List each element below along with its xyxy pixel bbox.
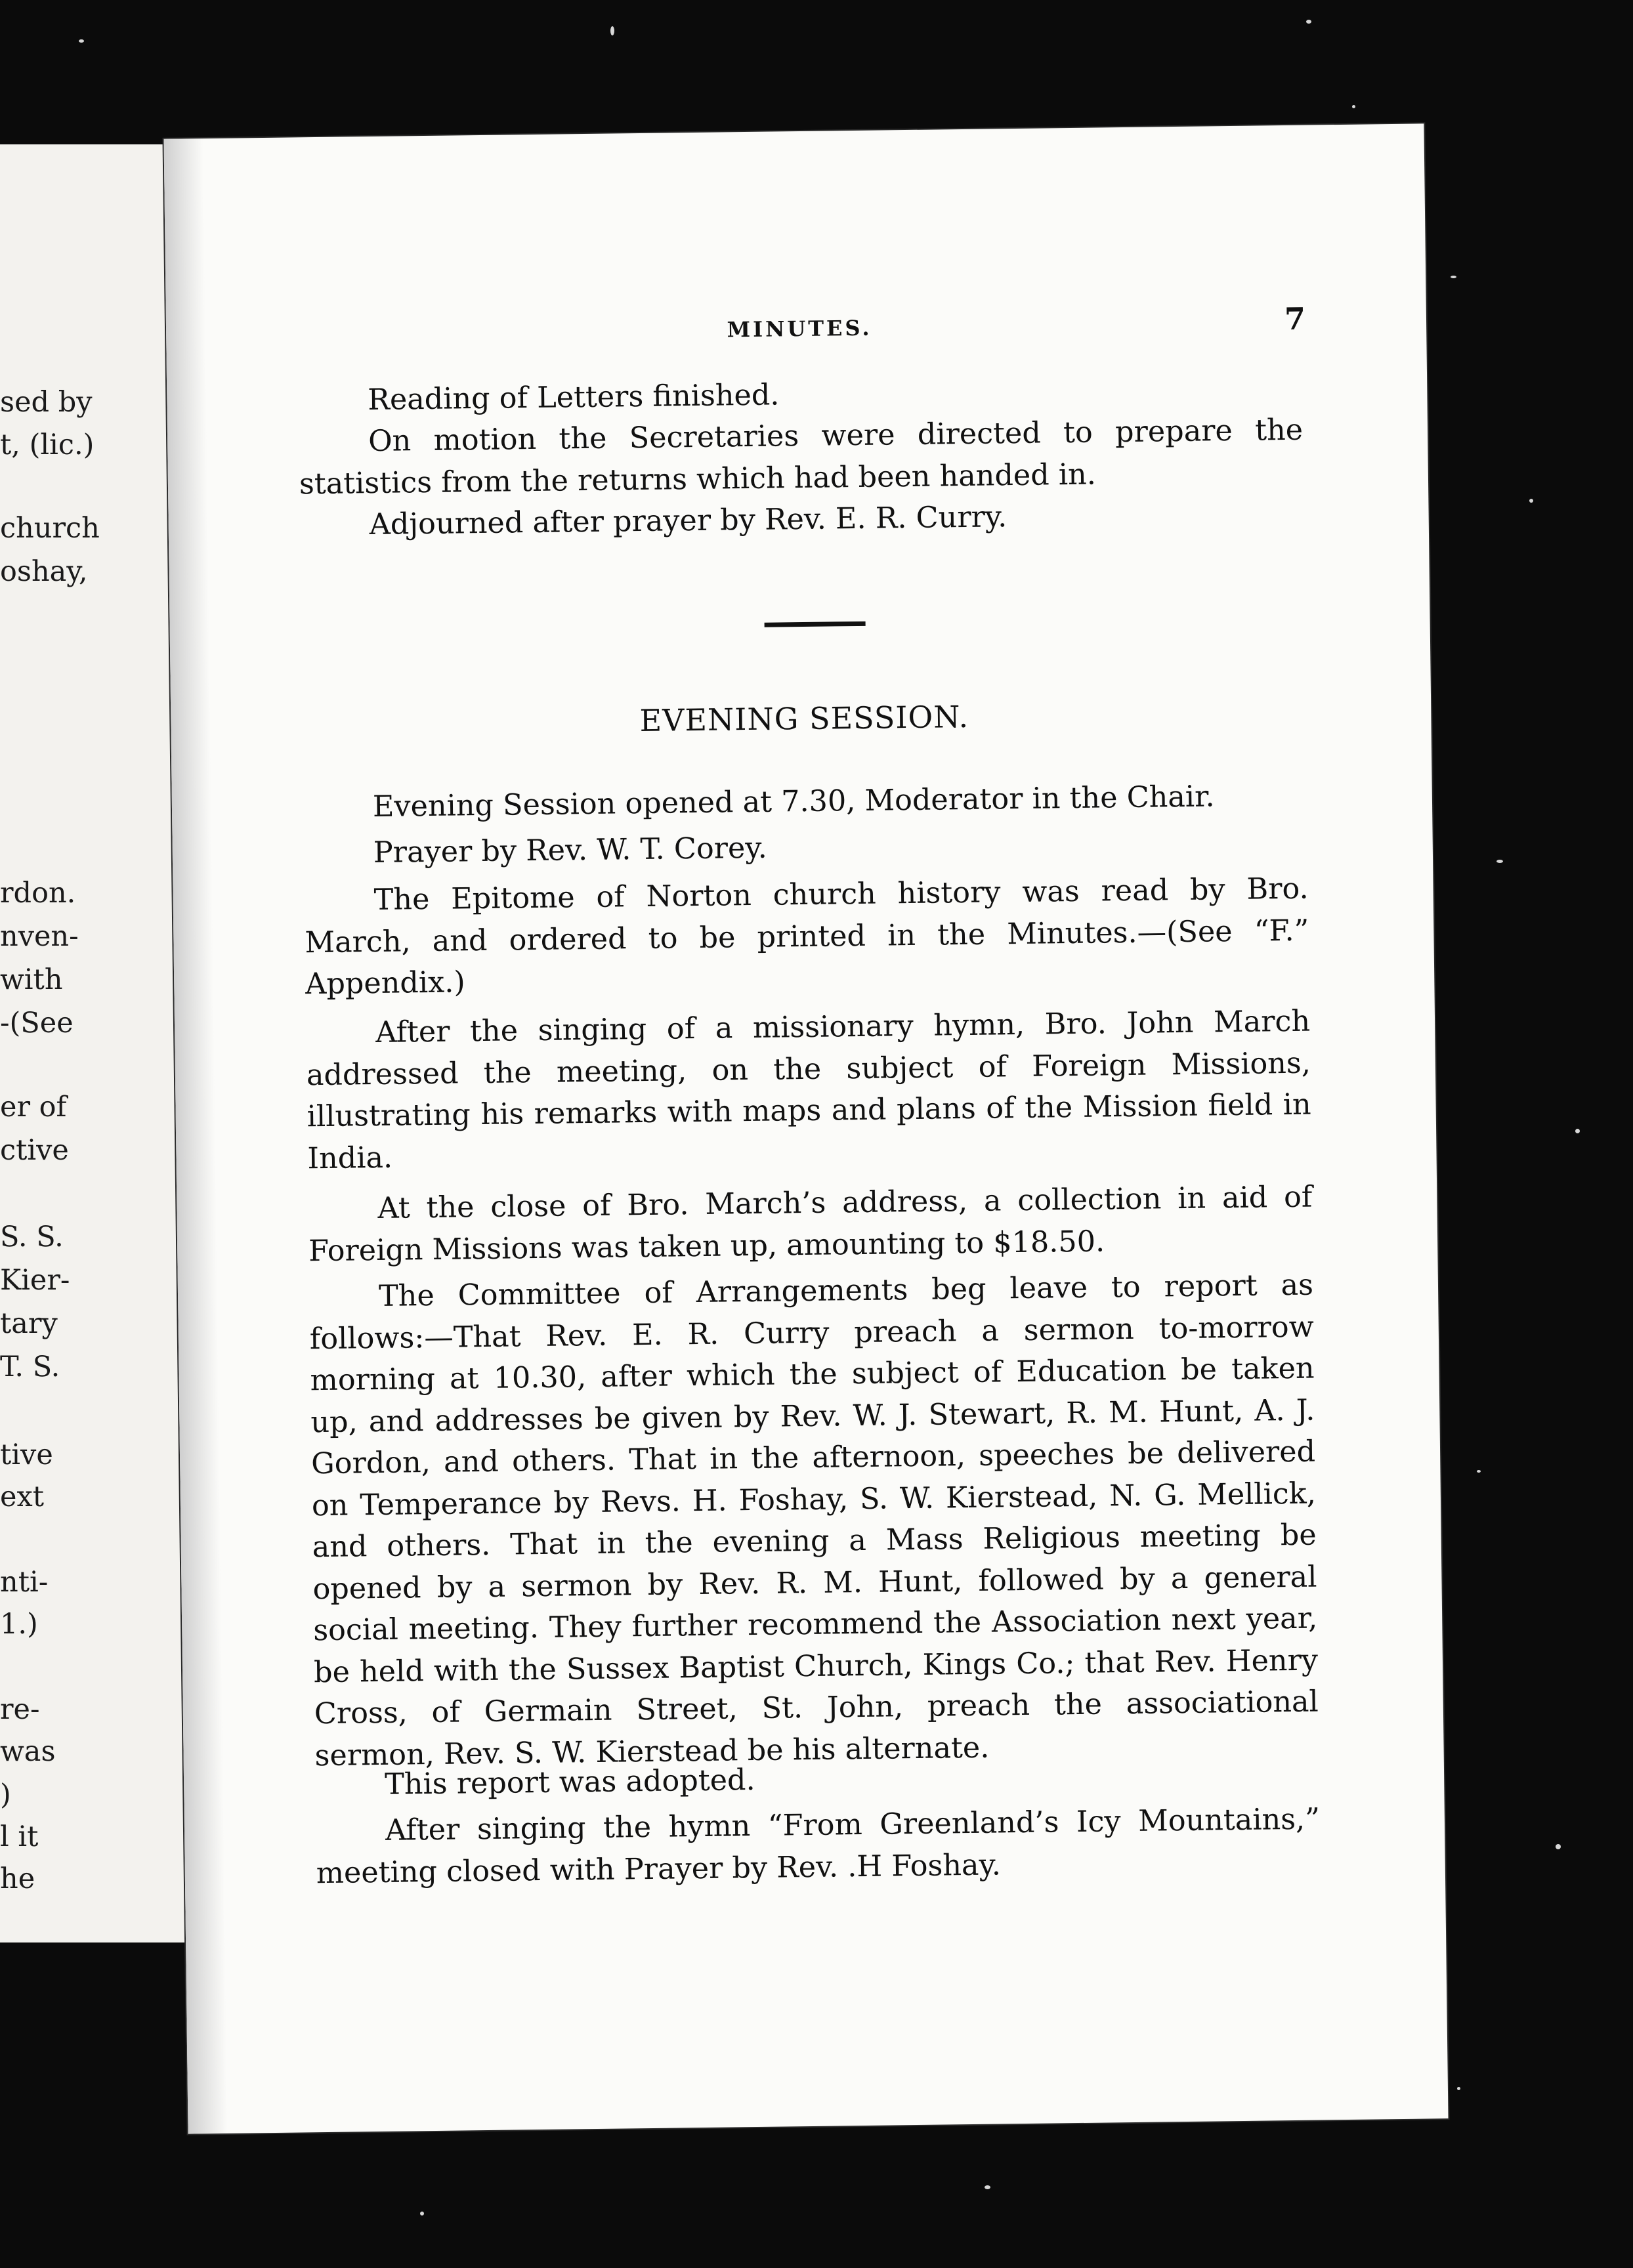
left-page-line: oshay, xyxy=(0,555,88,588)
left-page-line: nven- xyxy=(0,920,79,953)
left-page-line: with xyxy=(0,963,63,996)
left-page-line: l it xyxy=(0,1820,39,1853)
left-page-line: re- xyxy=(0,1693,40,1726)
running-head xyxy=(297,301,1306,362)
paragraph: The Committee of Arrangements beg leave to report as follows:—That Rev. E. R. Curry preach a sermon to-morrow morning at 10.30, after which the subject of Education be taken up, and addresses be given by Rev. W. J. Stewart, R. M. Hunt, A. J. Gordon, and others. That in the afternoon, speeches be delivered on Temperance by Revs. H. Foshay, S. W. Kierstead, N. G. Mellick, and others. That in the evening a Mass Religious meeting be opened by a sermon by Rev. R. M. Hunt, followed by a general social meeting. They further recommend the Association next year, be held with the Sussex Baptist Church, Kings Co.; that Rev. Henry Cross, of Germain Street, St. John, preach the associational sermon, Rev. S. W. Kierstead be his alternate. xyxy=(309,1268,1319,1773)
dust-speck xyxy=(1457,2087,1460,2090)
dust-speck xyxy=(1556,1844,1561,1849)
dust-speck xyxy=(1529,499,1533,503)
left-page-line: tive xyxy=(0,1438,53,1471)
dust-speck xyxy=(985,2185,990,2189)
paragraph: After singing the hymn “From Greenland’s Icy Mountains,” meeting closed with Prayer by Rev. .H Foshay. xyxy=(316,1802,1321,1890)
running-title: MINUTES. xyxy=(727,315,872,343)
paragraph: Prayer by Rev. W. T. Corey. xyxy=(373,831,767,870)
left-page-line: -(See xyxy=(0,1007,74,1040)
left-page-line: tary xyxy=(0,1307,58,1340)
dust-speck xyxy=(1477,1470,1481,1473)
dust-speck xyxy=(1496,860,1503,863)
paragraph: On motion the Secretaries were directed to prepare the statistics from the returns which had been handed in. xyxy=(299,413,1304,501)
paragraph: At the close of Bro. March’s address, a collection in aid of Foreign Missions was taken up, amounting to $18.50. xyxy=(308,1180,1313,1268)
page-content xyxy=(295,125,1321,1890)
left-page-line: ) xyxy=(0,1778,11,1811)
dust-speck xyxy=(1451,276,1456,278)
page-number: 7 xyxy=(1284,301,1306,337)
left-page-line: Kier- xyxy=(0,1264,70,1297)
left-page-line: er of xyxy=(0,1091,67,1124)
left-page-line: T. S. xyxy=(0,1351,60,1383)
paragraph: The Epitome of Norton church history was read by Bro. March, and ordered to be printed in the Minutes.—(See “F.” Appendix.) xyxy=(305,872,1309,1001)
left-page-line: S. S. xyxy=(0,1221,64,1253)
left-page-line: t, (lic.) xyxy=(0,429,95,461)
section-heading: EVENING SESSION. xyxy=(639,698,969,739)
left-page-line: rdon. xyxy=(0,877,76,910)
paragraph: Reading of Letters finished. xyxy=(368,378,780,417)
paragraph: This report was adopted. xyxy=(384,1763,755,1801)
left-page-line: ext xyxy=(0,1480,44,1513)
paragraph: After the singing of a missionary hymn, Bro. John March addressed the meeting, on the subject of Foreign Missions, illustrating his remarks with maps and plans of the Mission field in India. xyxy=(306,1004,1311,1175)
dust-speck xyxy=(610,26,614,35)
left-page-line: nti- xyxy=(0,1566,49,1599)
paragraph: Evening Session opened at 7.30, Moderator in the Chair. xyxy=(372,780,1215,824)
dust-speck xyxy=(1306,20,1311,24)
dust-speck xyxy=(1575,1129,1580,1133)
book-page xyxy=(164,123,1449,2133)
dust-speck xyxy=(1352,105,1355,108)
left-page-line: he xyxy=(0,1862,35,1895)
left-page-line: 1.) xyxy=(0,1608,38,1641)
left-page-line: was xyxy=(0,1735,56,1768)
left-page-line: ctive xyxy=(0,1134,69,1167)
dust-speck xyxy=(420,2212,424,2216)
left-page-line: church xyxy=(0,512,100,545)
paragraph: Adjourned after prayer by Rev. E. R. Curry. xyxy=(369,500,1007,542)
section-divider xyxy=(765,621,866,627)
left-page-line: sed by xyxy=(0,386,93,419)
dust-speck xyxy=(79,39,84,43)
